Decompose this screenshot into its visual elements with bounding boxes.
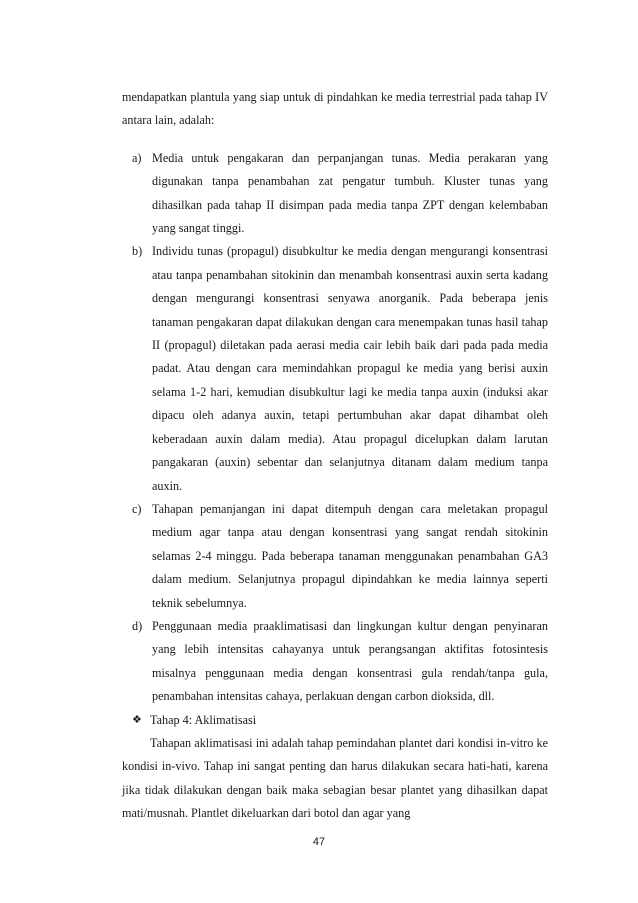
list-item [122,498,548,615]
page-number: 47 [312,836,326,848]
list-marker: b) [132,244,143,259]
list-item-text: Media untuk pengakaran dan perpanjangan tunas. Media perakaran yang digunakan tanpa penambahan zat pengatur tumbuh. Kluster tunas yang dihasilkan pada tahap II disimpan pada media tanpa ZPT dengan kelembaban yang sangat tinggi. [152,150,548,236]
list-item [122,240,548,497]
list-item-text: Tahapan pemanjangan ini dapat ditempuh dengan cara meletakan propagul medium agar tanpa atau dengan konsentrasi yang sangat rendah sitokinin selamas 2-4 minggu. Pada beberapa tanaman menggunakan penambahan GA3 dalam medium. Selanjutnya propagul dipindahkan ke media lainnya seperti teknik sebelumnya. [152,501,548,610]
list-marker: a) [132,150,142,165]
list-item [122,615,548,709]
list-marker: c) [132,501,142,516]
section-body-paragraph: Tahapan aklimatisasi ini adalah tahap pemindahan plantet dari kondisi in-vitro ke kondisi in-vivo. Tahap ini sangat penting dan harus dilakukan secara hati-hati, karena jika tidak dilakukan dengan baik maka sebagian besar plantet yang dihasilkan dapat mati/musnah. Plantlet dikeluarkan dari botol dan agar yang [122,735,548,821]
list-item-text: Penggunaan media praaklimatisasi dan lingkungan kultur dengan penyinaran yang lebih intensitas cahayanya untuk perangsangan aktifitas fotosintesis misalnya penggunaan media dengan konsentrasi gula rendah/tanpa gula, penambahan intensitas cahaya, perlakuan dengan carbon dioksida, dll. [152,618,548,704]
intro-paragraph: mendapatkan plantula yang siap untuk di pindahkan ke media terrestrial pada tahap IV antara lain, adalah: [122,90,548,128]
diamond-bullet-icon: ❖ [132,713,142,726]
list-item-text: Individu tunas (propagul) disubkultur ke media dengan mengurangi konsentrasi atau tanpa penambahan sitokinin dan menambah konsentrasi auxin serta kadang dengan mengurangi konsentrasi senyawa anorganik. Pada beberapa jenis tanaman pengakaran dapat dilakukan dengan cara menempakan tunas hasil tahap II (propagul) diletakan pada aerasi media cair lebih baik dari pada pada media padat. Atau dengan cara memindahkan propagul ke media yang berisi auxin selama 1-2 hari, kemudian disubkultur lagi ke media tanpa auxin (induksi akar dipacu oleh adanya auxin, tetapi pertumbuhan akar dapat dihambat oleh keberadaan auxin dalam media). Atau propagul dicelupkan dalam larutan pangakaran (auxin) sebentar dan selanjutnya ditanam dalam medium tanpa auxin. [152,244,548,493]
page-body [122,86,548,826]
step-list [122,147,548,709]
list-marker: d) [132,618,143,633]
section-heading [122,709,548,732]
section-heading-text: Tahap 4: Aklimatisasi [150,712,257,727]
list-item [122,147,548,241]
